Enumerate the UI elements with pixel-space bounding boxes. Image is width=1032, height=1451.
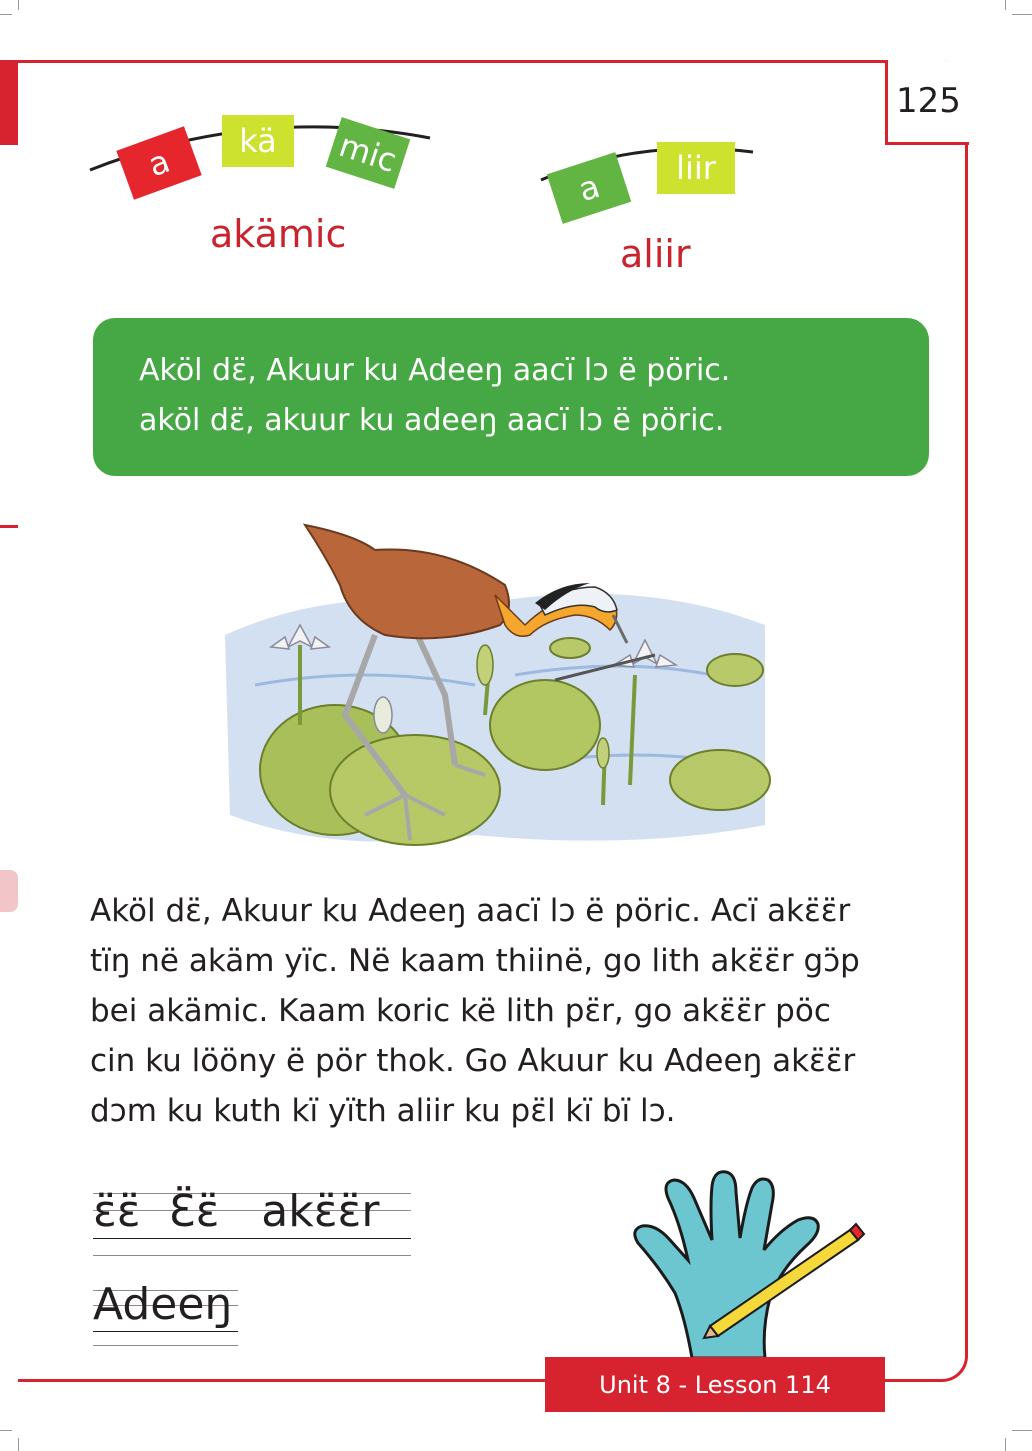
practice-line: ɛ̈ɛ̈ Ɛ̈ɛ̈ akɛ̈ɛ̈r: [93, 1186, 380, 1237]
lily-pad: [330, 735, 500, 845]
trim-mark: [1012, 1430, 1032, 1431]
story-line: tïŋ në akäm yïc. Në kaam thiinë, go lith akɛ̈ɛ̈r gɔ̈p: [90, 943, 860, 979]
story-line: bei akämic. Kaam koric kë lith pɛ̈r, go akɛ̈ɛ̈r pöc: [90, 993, 831, 1029]
syllable-flag: liir: [657, 142, 735, 194]
story-line: cin ku lööny ë pör thok. Go Akuur ku Adeeŋ akɛ̈ɛ̈r: [90, 1043, 856, 1079]
guide-line: [93, 1345, 238, 1346]
sentence-line: Aköl dɛ̈, Akuur ku Adeeŋ aacï lɔ ë pöric.: [139, 353, 731, 388]
lily-pad: [670, 750, 770, 810]
word-aliir: aliir: [620, 232, 691, 276]
hand-icon: [630, 1168, 870, 1358]
margin-tick: [0, 525, 18, 528]
syllable-flag: a: [547, 152, 632, 224]
guide-line: [93, 1255, 411, 1256]
trim-mark: [1005, 0, 1006, 10]
trim-mark: [18, 0, 19, 10]
trim-mark: [0, 14, 12, 15]
trim-mark: [18, 1438, 19, 1451]
sentence-line: aköl dɛ̈, akuur ku adeeŋ aacï lɔ ë pöric.: [139, 403, 725, 438]
story-line: Aköl dɛ̈, Akuur ku Adeeŋ aacï lɔ ë pöric. Acï akɛ̈ɛ̈r: [90, 893, 851, 929]
lily-pad: [707, 654, 763, 686]
lily-pad: [490, 680, 600, 770]
lesson-footer: Unit 8 - Lesson 114: [545, 1357, 885, 1412]
margin-tab-pale: [0, 870, 18, 912]
syllable-flag: mic: [326, 117, 411, 189]
story-paragraph: [90, 886, 920, 1136]
syllable-flag: a: [116, 126, 201, 199]
word-akamic: akämic: [210, 212, 347, 256]
lily-pad: [550, 638, 590, 658]
practice-word: Adeeŋ: [93, 1279, 233, 1330]
sentence-box: [93, 318, 929, 476]
story-line: dɔm ku kuth kï yïth aliir ku pɛ̈l kï bï lɔ.: [90, 1093, 676, 1129]
guide-line: [93, 1331, 238, 1332]
page-number: 125: [885, 60, 969, 145]
jacana-bird-icon: [215, 515, 775, 860]
syllable-flag: kä: [222, 115, 294, 167]
trim-mark: [1012, 14, 1032, 15]
trim-mark: [1005, 1438, 1006, 1451]
trim-mark: [0, 1430, 12, 1431]
guide-line: [93, 1238, 411, 1239]
margin-tab: [0, 60, 18, 145]
